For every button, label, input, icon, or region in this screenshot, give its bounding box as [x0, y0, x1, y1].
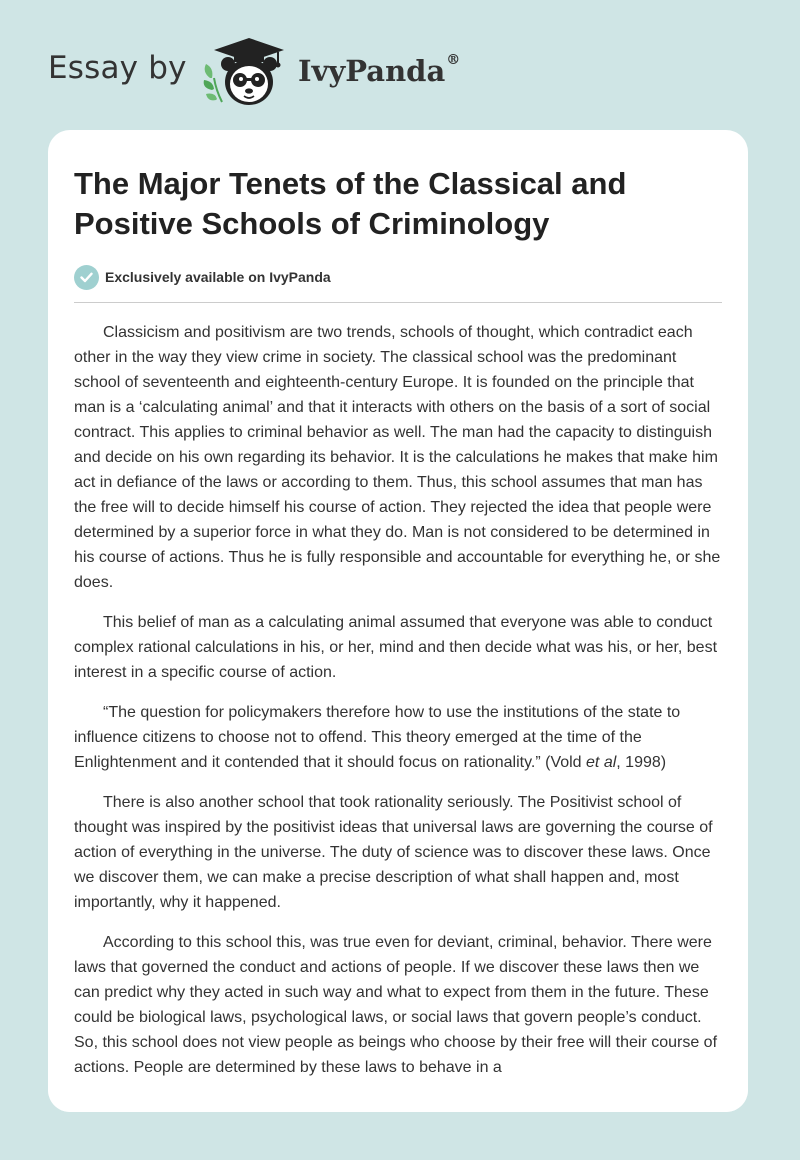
essay-by-label: Essay by — [48, 50, 187, 86]
card-bottom-padding — [48, 1082, 748, 1112]
check-circle-icon — [74, 265, 99, 290]
panda-logo-icon[interactable] — [200, 34, 292, 110]
quote-paragraph — [74, 700, 724, 775]
site-header — [0, 0, 800, 130]
registered-mark: ® — [446, 52, 461, 68]
brand-name-text: IvyPanda — [298, 54, 446, 88]
brand-name[interactable] — [298, 54, 460, 88]
paragraph: There is also another school that took rationality seriously. The Positivist school of thought was inspired by the positivist ideas that universal laws are governing the course of action of everything in the universe. The duty of science was to discover these laws. Once we discover them, we can make a precise description of what shall happen and, most importantly, why it happened. — [74, 794, 713, 911]
essay-body — [74, 320, 724, 1095]
quote-citation-italic: et al — [586, 754, 617, 771]
quote-text: “The question for policymakers therefore how to use the institutions of the state to influence citizens to choose not to offend. This theory emerged at the time of the Enlightenment and it contended that it should focus on rationality.” (Vold — [74, 704, 681, 771]
exclusive-text: Exclusively available on IvyPanda — [105, 269, 331, 285]
paragraph: This belief of man as a calculating animal assumed that everyone was able to conduct complex rational calculations in his, or her, mind and then decide what was his, or her, best interest in a specific course of action. — [74, 614, 718, 681]
paragraph: According to this school this, was true even for deviant, criminal, behavior. There were laws that governed the conduct and actions of people. If we discover these laws then we can predict why they acted in such way and what to expect from them in the future. These could be biological laws, psychological laws, or social laws that govern people’s conduct. So, this school does not view people as beings who choose by their free will their course of actions. People are determined by these laws to behave in a — [74, 934, 718, 1076]
essay-card — [48, 130, 748, 1112]
essay-title: The Major Tenets of the Classical and Positive Schools of Criminology — [74, 166, 627, 241]
quote-citation-year: , 1998) — [616, 754, 667, 771]
exclusive-badge — [74, 264, 331, 290]
divider — [74, 302, 722, 303]
paragraph: Classicism and positivism are two trends, schools of thought, which contradict each other in the way they view crime in society. The classical school was the predominant school of seventeenth and eighteenth-century Europe. It is founded on the principle that man is a ‘calculating animal’ and that it interacts with others on the basis of a sort of social contract. This applies to criminal behavior as well. The man had the capacity to distinguish and decide on his own regarding its behavior. It is the calculations he makes that make him act in defiance of the laws or according to them. Thus, this school assumes that man has the free will to decide himself his course of action. They rejected the idea that people were determined by a superior force in what they do. Man is not considered to be determined in his course of actions. Thus he is fully responsible and accountable for everything he, or she does. — [74, 324, 721, 591]
